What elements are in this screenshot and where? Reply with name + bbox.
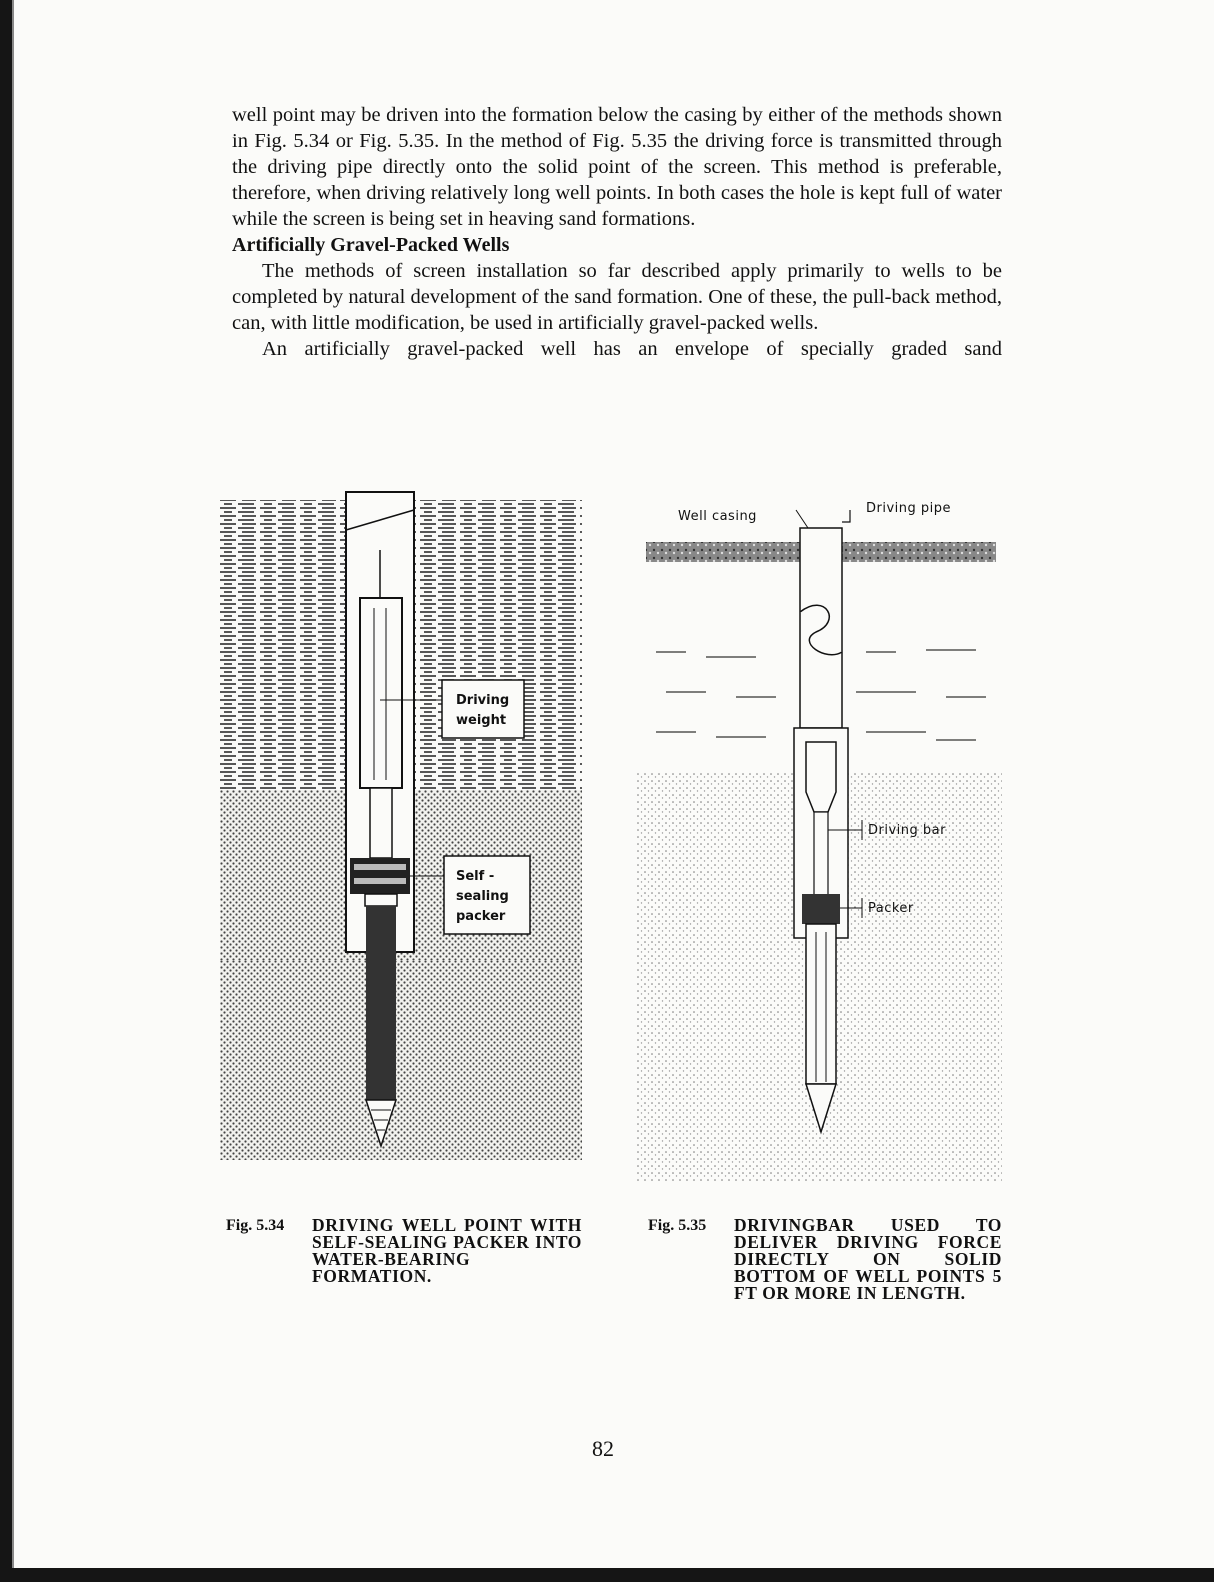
body-text (232, 102, 1002, 362)
self-sealing-packer (350, 858, 410, 894)
well-point-screen (806, 924, 836, 1084)
driving-weight (360, 598, 402, 788)
label-packer: Packer (868, 901, 914, 916)
figure-5-34-illustration (220, 490, 582, 980)
label-driving-pipe: Driving pipe (866, 501, 952, 516)
paragraph-2: The methods of screen installation so far described apply primarily to wells to be completed by natural development of the sand formation. One of these, the pull-back method, can, with little modification, be used in artificially gravel-packed wells. (232, 260, 1002, 334)
label-driving-bar: Driving bar (868, 823, 946, 838)
caption-number: Fig. 5.35 (648, 1217, 707, 1234)
ground-surface-left (646, 542, 800, 562)
scan-border-left (0, 0, 12, 1582)
figure-5-34 (220, 490, 582, 1195)
paragraph-3: An artificially gravel-packed well has an envelope of specially graded sand (262, 338, 1002, 360)
label-driving-weight-line2: weight (456, 713, 507, 728)
section-heading: Artificially Gravel-Packed Wells (232, 234, 510, 256)
label-well-casing: Well casing (678, 509, 757, 524)
label-packer-line1: Self - (456, 869, 495, 884)
caption-text: DRIVING WELL POINT WITH SELF-SEALING PACKER INTO WATER-BEARING FORMATION. (312, 1215, 582, 1286)
figure-5-34-lower (220, 960, 582, 1175)
caption-number: Fig. 5.34 (226, 1217, 285, 1234)
paragraph-1: well point may be driven into the formation below the casing by either of the methods shown in Fig. 5.34 or Fig. 5.35. In the method of Fig. 5.35 the driving force is transmitted through the driving pipe directly onto the solid point of the screen. This method is preferable, therefore, when driving relatively long well points. In both cases the hole is kept full of water while the screen is being set in heaving sand formations. (232, 104, 1002, 230)
ground-surface-right (842, 542, 996, 562)
figure-5-35 (636, 492, 1002, 1192)
page-number: 82 (592, 1436, 614, 1461)
label-packer-line3: packer (456, 909, 506, 924)
caption-text: DRIVINGBAR USED TO DELIVER DRIVING FORCE DIRECTLY ON SOLID BOTTOM OF WELL POINTS 5 FT OR MORE IN LENGTH. (734, 1215, 1002, 1303)
scan-border-bottom (0, 1568, 1214, 1582)
packer (802, 894, 840, 924)
figure-5-35-illustration (636, 492, 1002, 1182)
caption-fig-5-34 (226, 1217, 606, 1297)
caption-fig-5-35 (648, 1217, 1008, 1317)
label-packer-line2: sealing (456, 889, 509, 904)
label-driving-weight-line1: Driving (456, 693, 510, 708)
